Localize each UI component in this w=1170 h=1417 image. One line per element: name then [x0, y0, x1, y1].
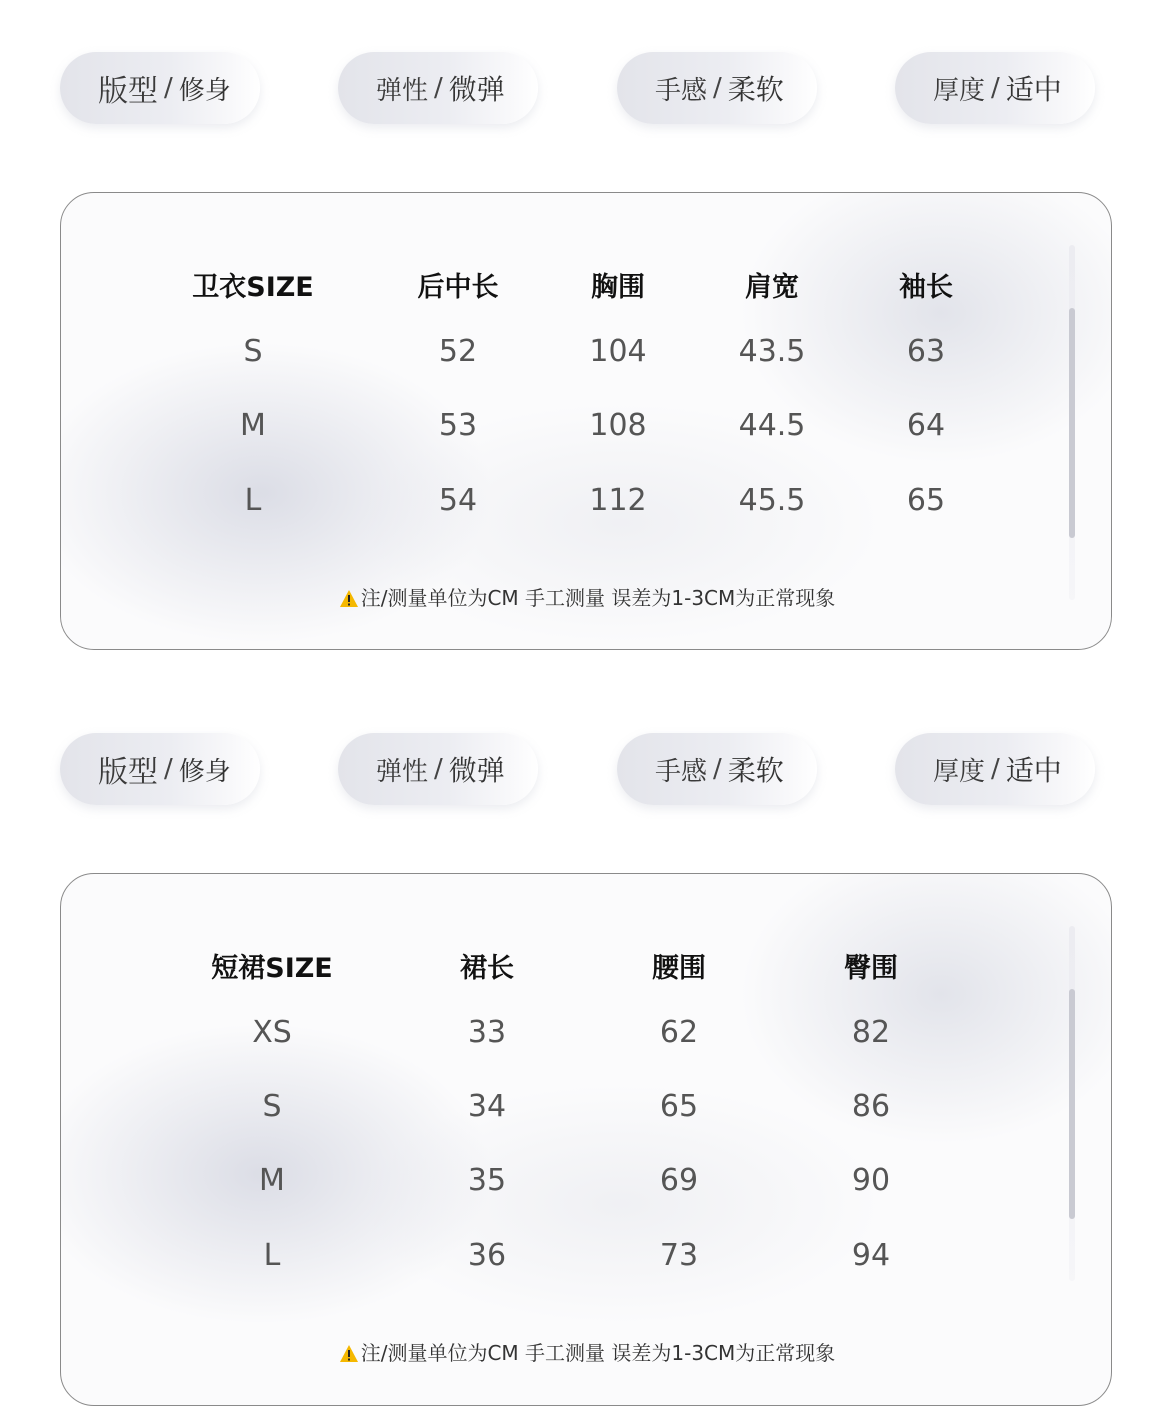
- cell-chest: 108: [589, 408, 647, 443]
- column-header-sleeve: 袖长: [899, 272, 953, 303]
- cell-size: M: [259, 1163, 285, 1198]
- column-header-size: 短裙SIZE: [211, 953, 333, 984]
- tag-hand-feel-value: 柔软: [727, 73, 784, 106]
- cell-sleeve: 63: [906, 334, 946, 369]
- cell-waist: 62: [659, 1015, 699, 1050]
- cell-size: L: [244, 483, 262, 518]
- measurement-note-text: 注/测量单位为CM 手工测量 误差为1-3CM为正常现象: [360, 586, 836, 610]
- tag-separator: /: [164, 754, 173, 784]
- cell-skirt-length: 33: [467, 1015, 507, 1050]
- cell-size: XS: [252, 1015, 292, 1050]
- column-header-shoulder: 肩宽: [745, 272, 799, 303]
- cell-hip: 86: [851, 1089, 891, 1124]
- cell-chest: 104: [589, 334, 647, 369]
- attribute-tags-bottom: [0, 733, 1170, 813]
- cell-shoulder: 43.5: [738, 334, 806, 369]
- cell-size: M: [240, 408, 266, 443]
- tag-hand-feel-key: 手感: [655, 756, 708, 787]
- cell-skirt-length: 34: [467, 1089, 507, 1124]
- cell-size: L: [263, 1238, 281, 1273]
- tag-hand-feel: [617, 733, 817, 805]
- warning-triangle-icon: [339, 589, 359, 608]
- size-chart-hoodie: [60, 192, 1112, 650]
- cell-waist: 69: [659, 1163, 699, 1198]
- cell-back-length: 53: [438, 408, 478, 443]
- tag-elasticity-key: 弹性: [376, 75, 429, 106]
- cell-back-length: 54: [438, 483, 478, 518]
- cell-shoulder: 45.5: [738, 483, 806, 518]
- tag-thickness-key: 厚度: [933, 756, 986, 787]
- cell-shoulder: 44.5: [738, 408, 806, 443]
- cell-size: S: [243, 334, 263, 369]
- tag-fit: [60, 733, 260, 805]
- cell-sleeve: 65: [906, 483, 946, 518]
- cell-size: S: [262, 1089, 282, 1124]
- tag-separator: /: [434, 754, 443, 784]
- tag-separator: /: [991, 73, 1000, 103]
- cell-waist: 65: [659, 1089, 699, 1124]
- tag-thickness: [895, 733, 1095, 805]
- tag-separator: /: [434, 73, 443, 103]
- tag-fit-key: 版型: [98, 74, 158, 109]
- tag-separator: /: [713, 73, 722, 103]
- tag-thickness-key: 厚度: [933, 75, 986, 106]
- size-chart-skirt: [60, 873, 1112, 1406]
- tag-hand-feel: [617, 52, 817, 124]
- tag-thickness: [895, 52, 1095, 124]
- tag-fit-value: 修身: [178, 75, 231, 106]
- measurement-note: [61, 582, 1112, 611]
- tag-fit-value: 修身: [178, 756, 231, 787]
- cell-skirt-length: 36: [467, 1238, 507, 1273]
- tag-thickness-value: 适中: [1005, 73, 1062, 106]
- cell-waist: 73: [659, 1238, 699, 1273]
- column-header-hip: 臀围: [844, 953, 898, 984]
- scrollbar-thumb[interactable]: [1069, 989, 1075, 1219]
- cell-hip: 90: [851, 1163, 891, 1198]
- cell-skirt-length: 35: [467, 1163, 507, 1198]
- tag-elasticity-key: 弹性: [376, 756, 429, 787]
- column-header-chest: 胸围: [591, 272, 645, 303]
- cell-hip: 94: [851, 1238, 891, 1273]
- tag-hand-feel-value: 柔软: [727, 754, 784, 787]
- tag-separator: /: [991, 754, 1000, 784]
- column-header-skirt-length: 裙长: [460, 953, 514, 984]
- tag-hand-feel-key: 手感: [655, 75, 708, 106]
- tag-fit-key: 版型: [98, 755, 158, 790]
- cell-back-length: 52: [438, 334, 478, 369]
- tag-thickness-value: 适中: [1005, 754, 1062, 787]
- attribute-tags-top: [0, 52, 1170, 132]
- scrollbar-thumb[interactable]: [1069, 308, 1075, 538]
- cell-chest: 112: [589, 483, 647, 518]
- column-header-size: 卫衣SIZE: [192, 272, 314, 303]
- tag-elasticity-value: 微弹: [448, 73, 505, 106]
- tag-elasticity-value: 微弹: [448, 754, 505, 787]
- cell-hip: 82: [851, 1015, 891, 1050]
- column-header-waist: 腰围: [652, 953, 706, 984]
- column-header-back-length: 后中长: [417, 272, 499, 303]
- warning-triangle-icon: [339, 1344, 359, 1363]
- cell-sleeve: 64: [906, 408, 946, 443]
- tag-elasticity: [338, 52, 538, 124]
- tag-separator: /: [713, 754, 722, 784]
- measurement-note: [61, 1337, 1112, 1366]
- tag-elasticity: [338, 733, 538, 805]
- measurement-note-text: 注/测量单位为CM 手工测量 误差为1-3CM为正常现象: [360, 1341, 836, 1365]
- tag-separator: /: [164, 73, 173, 103]
- tag-fit: [60, 52, 260, 124]
